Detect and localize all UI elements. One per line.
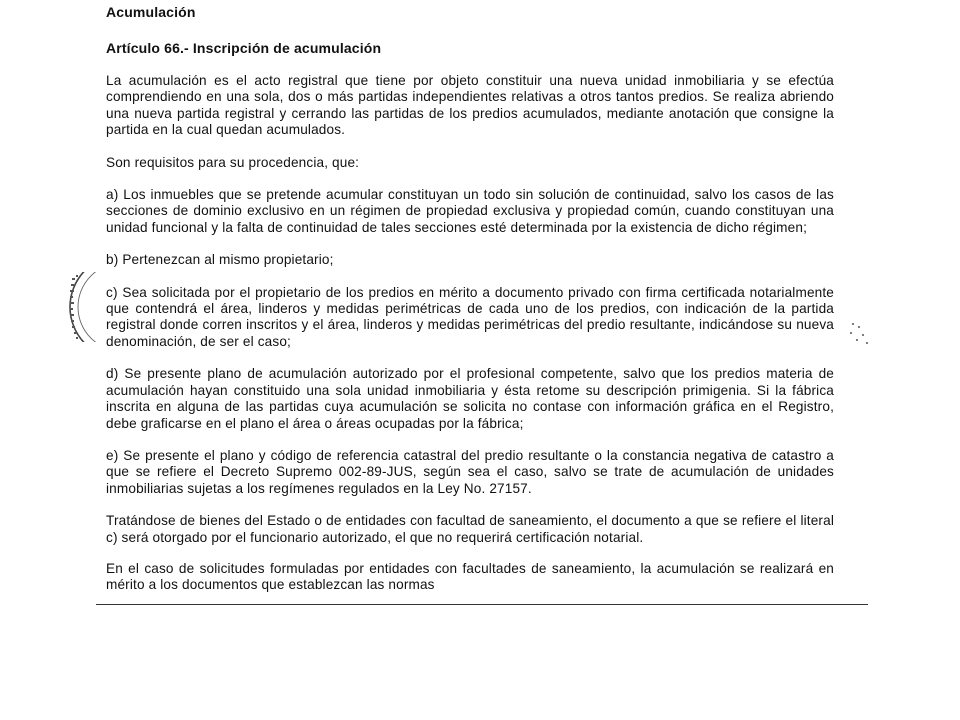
paragraph-requirement-d: d) Se presente plano de acumulación autorizado por el profesional competente, salvo que los predios materia de acumulación hayan constituido una sola unidad inmobiliaria y ésta retome su descripción primigenia. Si la fábrica inscrita en alguna de las partidas cuya acumulación se solicita no contase con información gráfica en el Registro, debe graficarse en el plano el área o áreas ocupadas por la fábrica;: [106, 366, 834, 431]
document-body: [106, 4, 834, 610]
paragraph-state-assets: Tratándose de bienes del Estado o de entidades con facultad de saneamiento, el documento a que se refiere el literal c) será otorgado por el funcionario autorizado, el que no requerirá certificación notarial.: [106, 513, 834, 545]
paragraph-requirement-a: a) Los inmuebles que se pretende acumular constituyan un todo sin solución de continuidad, salvo los casos de las secciones de dominio exclusivo en un régimen de propiedad exclusiva y propiedad común, cuando constituyan una unidad funcional y la falta de continuidad de tales secciones esté determinada por la existencia de dicho régimen;: [106, 187, 834, 235]
paragraph-requirement-e: e) Se presente el plano y código de referencia catastral del predio resultante o la constancia negativa de catastro a que se refiere el Decreto Supremo 002-89-JUS, según sea el caso, salvo se trate de acumulación de unidades inmobiliarias sujetas a los regímenes regulados en la Ley No. 27157.: [106, 447, 834, 496]
paragraph-requirements-intro: Son requisitos para su procedencia, que:: [106, 154, 360, 170]
article-title: Artículo 66.- Inscripción de acumulación: [106, 40, 382, 56]
section-title: Acumulación: [106, 4, 196, 20]
horizontal-rule: [96, 604, 868, 605]
scan-speckle: [848, 320, 870, 346]
paragraph-requirement-b: b) Pertenezcan al mismo propietario;: [106, 252, 334, 268]
paragraph-definition: La acumulación es el acto registral que tiene por objeto constituir una nueva unidad inmobiliaria y se efectúa comprendiendo en una sola, dos o más partidas independientes relativas a otros tantos predios. Se realiza abriendo una nueva partida registral y cerrando las partidas de los predios acumulados, mediante anotación que consigne la partida en la cual quedan acumulados.: [106, 73, 834, 138]
paragraph-sanitation-entities: En el caso de solicitudes formuladas por entidades con facultades de saneamiento, la acumulación se realizará en mérito a los documentos que establezcan las normas: [106, 560, 834, 593]
seal-stamp-icon: [62, 272, 110, 342]
paragraph-requirement-c: c) Sea solicitada por el propietario de los predios en mérito a documento privado con firma certificada notarialmente que contendrá el área, linderos y medidas perimétricas de cada uno de los predios, con indicación de la partida registral donde corren inscritos y el área, linderos y medidas perimétricas del predio resultante, indicándose su nueva denominación, de ser el caso;: [106, 284, 834, 349]
